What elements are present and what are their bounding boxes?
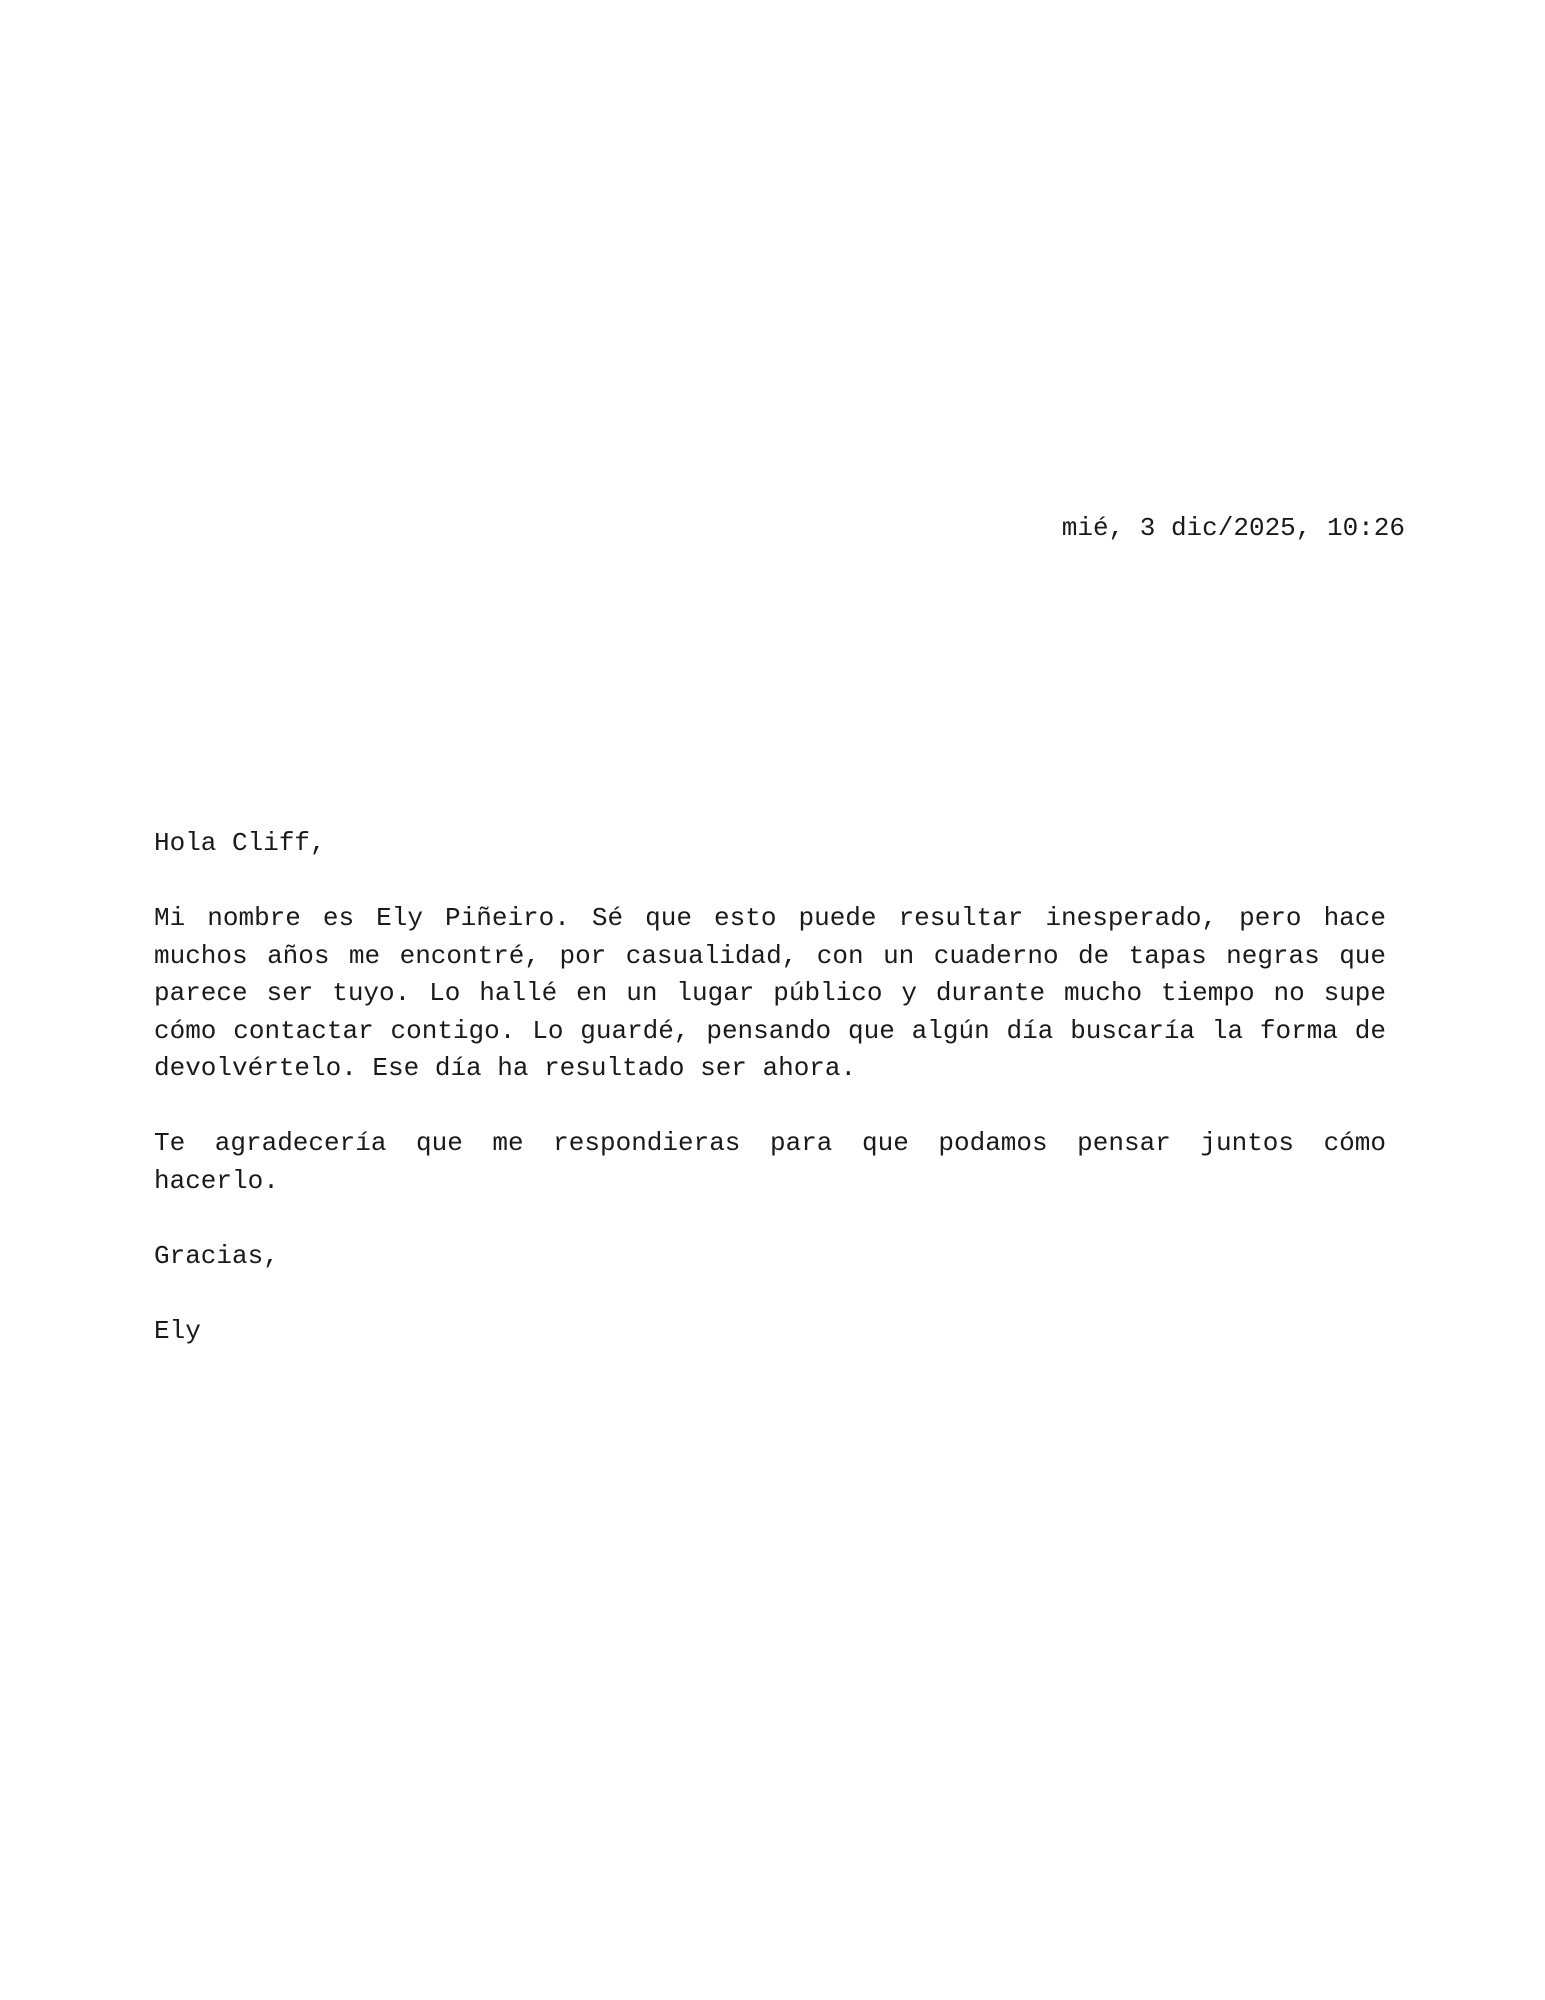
letter-date: mié, 3 dic/2025, 10:26 xyxy=(1061,513,1405,543)
letter-greeting: Hola Cliff, xyxy=(154,828,326,858)
letter-closing: Gracias, xyxy=(154,1240,279,1271)
letter-body xyxy=(154,825,1386,1388)
letter-paragraph-1: Mi nombre es Ely Piñeiro. Sé que esto puede resultar inesperado, pero hace muchos años me encontré, por casualidad, con un cuaderno de tapas negras que parece ser tuyo. Lo hallé en un lugar público y durante mucho tiempo no supe cómo contactar contigo. Lo guardé, pensando que algún día buscaría la forma de devolvértelo. Ese día ha resultado ser ahora. xyxy=(154,903,1386,1083)
letter-paragraph-2: Te agradecería que me respondieras para que podamos pensar juntos cómo hacerlo. xyxy=(154,1128,1386,1196)
letter-signature: Ely xyxy=(154,1315,201,1346)
